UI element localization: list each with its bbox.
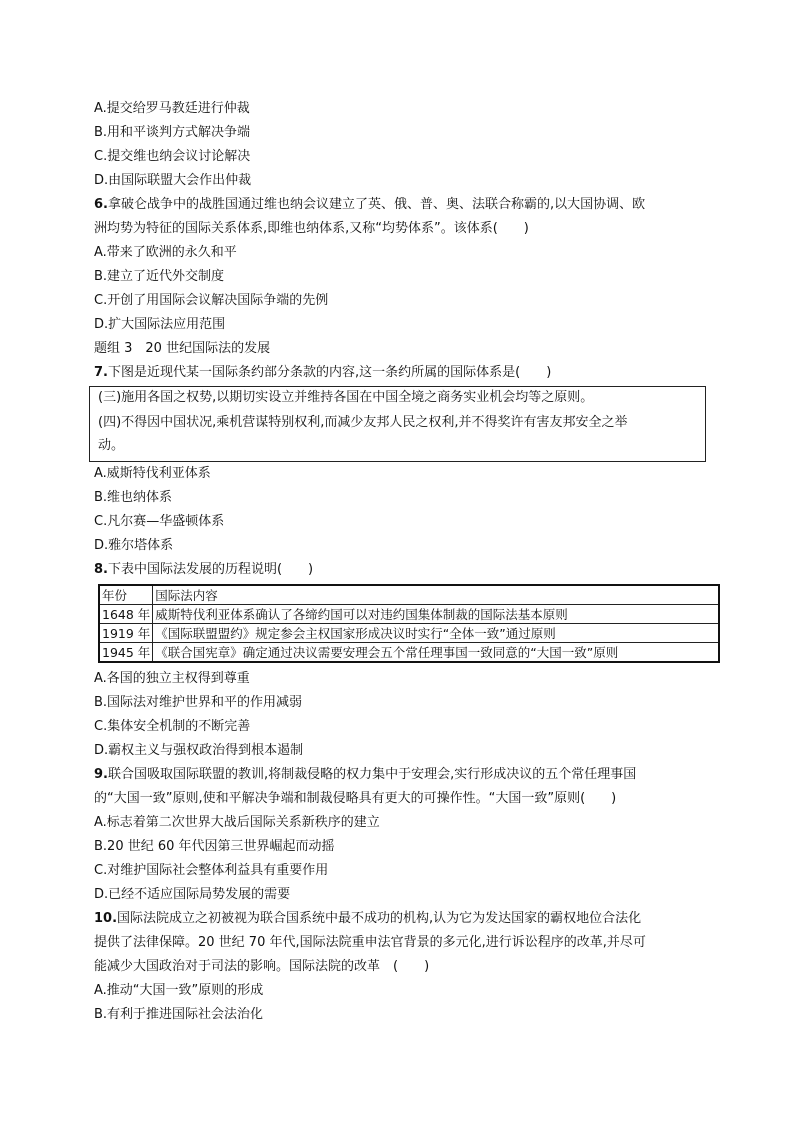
q8-number: 8. xyxy=(94,562,108,577)
q10-stem-line3: 能减少大国政治对于司法的影响。国际法院的改革 ( ) xyxy=(94,959,430,974)
q9-option-c: C.对维护国际社会整体利益具有重要作用 xyxy=(94,863,329,878)
q6-stem-line1 xyxy=(94,196,645,214)
table-header-row xyxy=(99,585,719,605)
q10-number: 10. xyxy=(94,911,118,926)
table-cell-year: 1945 年 xyxy=(99,643,153,663)
q7-number: 7. xyxy=(94,365,108,380)
q7-option-d: D.雅尔塔体系 xyxy=(94,538,174,553)
q8-stem-text: 下表中国际法发展的历程说明( ) xyxy=(107,562,314,577)
table-cell-content: 威斯特伐利亚体系确认了各缔约国可以对违约国集体制裁的国际法基本原则 xyxy=(153,605,719,624)
q7-option-b: B.维也纳体系 xyxy=(94,490,173,505)
q7-option-a: A.威斯特伐利亚体系 xyxy=(94,466,211,481)
q10-stem-line2: 提供了法律保障。20 世纪 70 年代,国际法院重申法官背景的多元化,进行诉讼程序的改革,并尽可 xyxy=(94,935,646,950)
q8-stem xyxy=(94,561,313,579)
q5-option-c: C.提交维也纳会议讨论解决 xyxy=(94,149,251,164)
table-cell-year: 1648 年 xyxy=(99,605,153,624)
q9-stem-line2: 的“大国一致”原则,使和平解决争端和制裁侵略具有更大的可操作性。“大国一致”原则( ) xyxy=(94,791,617,806)
q5-option-b: B.用和平谈判方式解决争端 xyxy=(94,125,251,140)
table-cell-year: 1919 年 xyxy=(99,624,153,643)
q5-option-d: D.由国际联盟大会作出仲裁 xyxy=(94,173,252,188)
q7-stem-text: 下图是近现代某一国际条约部分条款的内容,这一条约所属的国际体系是( ) xyxy=(107,365,552,380)
q7-option-c: C.凡尔赛—华盛顿体系 xyxy=(94,514,225,529)
q9-stem-line1 xyxy=(94,766,636,784)
q6-option-c: C.开创了用国际会议解决国际争端的先例 xyxy=(94,293,329,308)
q7-excerpt-line3: 动。 xyxy=(98,438,125,453)
q9-option-d: D.已经不适应国际局势发展的需要 xyxy=(94,887,291,902)
q6-option-a: A.带来了欧洲的永久和平 xyxy=(94,245,237,260)
q7-treaty-excerpt-box xyxy=(89,386,706,462)
table-cell-content: 《联合国宪章》确定通过决议需要安理会五个常任理事国一致同意的“大国一致”原则 xyxy=(153,643,719,663)
q9-option-b: B.20 世纪 60 年代因第三世界崛起而动摇 xyxy=(94,839,335,854)
q10-option-b: B.有利于推进国际社会法治化 xyxy=(94,1007,264,1022)
table-row xyxy=(99,643,719,663)
q6-option-b: B.建立了近代外交制度 xyxy=(94,269,225,284)
table-header-content: 国际法内容 xyxy=(153,585,719,605)
q8-option-d: D.霸权主义与强权政治得到根本遏制 xyxy=(94,743,304,758)
q6-number: 6. xyxy=(94,197,108,212)
q6-stem-text: 拿破仑战争中的战胜国通过维也纳会议建立了英、俄、普、奥、法联合称霸的,以大国协调、欧 xyxy=(107,197,646,212)
q9-option-a: A.标志着第二次世界大战后国际关系新秩序的建立 xyxy=(94,815,380,830)
q10-option-a: A.推动“大国一致”原则的形成 xyxy=(94,983,264,998)
q8-intl-law-table xyxy=(98,584,720,663)
q8-option-a: A.各国的独立主权得到尊重 xyxy=(94,671,250,686)
section-heading: 题组 3 20 世纪国际法的发展 xyxy=(94,341,271,356)
q7-stem xyxy=(94,364,551,382)
q10-stem-text: 国际法院成立之初被视为联合国系统中最不成功的机构,认为它为发达国家的霸权地位合法化 xyxy=(117,911,642,926)
q10-stem-line1 xyxy=(94,910,641,928)
q9-stem-text: 联合国吸取国际联盟的教训,将制裁侵略的权力集中于安理会,实行形成决议的五个常任理事国 xyxy=(107,767,637,782)
q8-option-b: B.国际法对维护世界和平的作用减弱 xyxy=(94,695,303,710)
q7-excerpt-line2: (四)不得因中国状况,乘机营谋特别权利,而减少友邦人民之权利,并不得奖许有害友邦安全之举 xyxy=(98,415,628,430)
q5-option-a: A.提交给罗马教廷进行仲裁 xyxy=(94,101,250,116)
table-header-year: 年份 xyxy=(99,585,153,605)
table-cell-content: 《国际联盟盟约》规定参会主权国家形成决议时实行“全体一致”通过原则 xyxy=(153,624,719,643)
q6-option-d: D.扩大国际法应用范围 xyxy=(94,317,226,332)
table-row xyxy=(99,605,719,624)
q9-number: 9. xyxy=(94,767,108,782)
table-row xyxy=(99,624,719,643)
q6-stem-line2: 洲均势为特征的国际关系体系,即维也纳体系,又称“均势体系”。该体系( ) xyxy=(94,221,529,236)
q7-excerpt-line1: (三)施用各国之权势,以期切实设立并维持各国在中国全境之商务实业机会均等之原则。 xyxy=(98,390,594,405)
q8-option-c: C.集体安全机制的不断完善 xyxy=(94,719,251,734)
